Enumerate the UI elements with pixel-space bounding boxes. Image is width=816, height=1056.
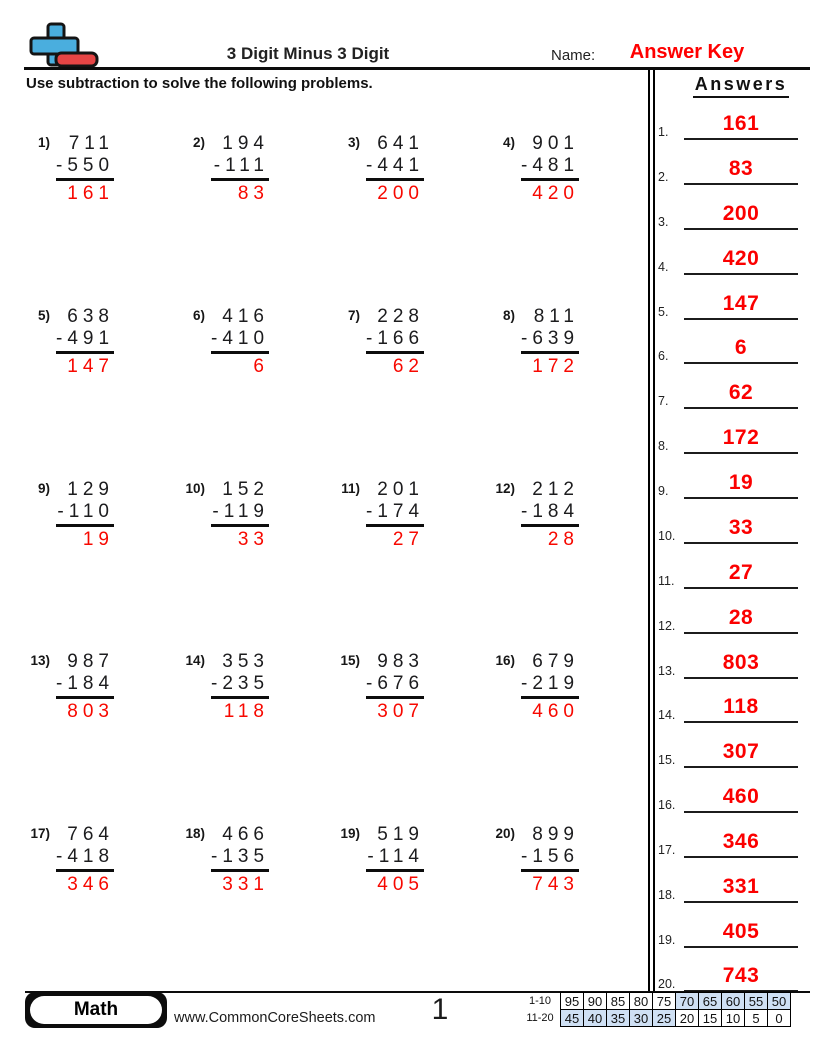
score-cell: 20 — [676, 1010, 699, 1027]
answer-item-16 — [656, 781, 802, 813]
answer-blank-line — [684, 407, 798, 409]
subtrahend: -219 — [521, 673, 580, 694]
problem-stack — [211, 133, 269, 205]
instruction-text: Use subtraction to solve the following problems. — [26, 75, 373, 92]
problem-15 — [334, 651, 424, 723]
problem-stack — [366, 133, 424, 205]
answer-item-1 — [656, 108, 802, 140]
problem-number: 15) — [340, 653, 360, 668]
answer-item-label: 20. — [658, 977, 676, 991]
plus-minus-logo-icon — [29, 22, 101, 69]
answer-item-15 — [656, 736, 802, 768]
score-cell: 45 — [561, 1010, 584, 1027]
problem-5 — [24, 306, 114, 378]
score-cell: 0 — [768, 1010, 791, 1027]
answer-item-14 — [656, 691, 802, 723]
answer-item-value: 307 — [722, 740, 760, 763]
problem-3 — [334, 133, 424, 205]
subtrahend: -111 — [213, 155, 269, 176]
problem-answer: 28 — [547, 529, 579, 550]
problem-number: 11) — [341, 481, 360, 496]
subtrahend: -491 — [56, 328, 115, 349]
score-cell: 50 — [768, 993, 791, 1010]
subtrahend: -550 — [56, 155, 115, 176]
minuend: 641 — [377, 133, 424, 154]
answer-item-label: 4. — [658, 260, 669, 274]
answer-item-11 — [656, 557, 802, 589]
subtrahend: -110 — [57, 501, 114, 522]
answer-item-value: 346 — [722, 830, 760, 853]
minuend: 129 — [67, 479, 114, 500]
answer-blank-line — [684, 452, 798, 454]
problem-number: 1) — [37, 135, 50, 150]
minuend: 811 — [533, 306, 579, 327]
problem-answer: 83 — [237, 183, 269, 204]
answer-blank-line — [684, 677, 798, 679]
answer-item-label: 19. — [658, 933, 676, 947]
answer-blank-line — [684, 318, 798, 320]
subtrahend: -235 — [211, 673, 270, 694]
answer-item-20 — [656, 960, 802, 992]
answer-line — [211, 351, 269, 354]
problem-answer: 62 — [392, 356, 424, 377]
subtrahend: -135 — [211, 846, 270, 867]
minuend: 466 — [222, 824, 269, 845]
problem-stack — [521, 306, 579, 378]
answer-blank-line — [684, 946, 798, 948]
subtrahend: -184 — [521, 501, 580, 522]
problem-13 — [24, 651, 114, 723]
score-cell: 70 — [676, 993, 699, 1010]
answer-item-label: 13. — [658, 664, 676, 678]
answer-item-label: 6. — [658, 349, 669, 363]
answer-item-4 — [656, 243, 802, 275]
answer-item-label: 18. — [658, 888, 676, 902]
answer-line — [521, 869, 579, 872]
problem-16 — [489, 651, 579, 723]
problem-stack — [366, 824, 424, 896]
header-divider — [24, 67, 810, 70]
grading-row-1-10 — [520, 993, 791, 1010]
minuend: 228 — [377, 306, 424, 327]
answer-item-value: 33 — [728, 516, 754, 539]
problem-number: 19) — [340, 826, 360, 841]
answer-line — [211, 696, 269, 699]
problem-number: 20) — [495, 826, 515, 841]
answer-line — [366, 351, 424, 354]
answer-item-17 — [656, 826, 802, 858]
grading-row-label: 11-20 — [526, 1012, 554, 1024]
grading-table — [520, 992, 791, 1027]
answer-item-10 — [656, 512, 802, 544]
answer-item-5 — [656, 288, 802, 320]
answer-item-18 — [656, 871, 802, 903]
problem-answer: 803 — [67, 701, 114, 722]
answer-item-value: 118 — [723, 695, 759, 718]
answer-item-2 — [656, 153, 802, 185]
problem-20 — [489, 824, 579, 896]
grading-row-label: 1-10 — [528, 995, 552, 1007]
subtrahend: -166 — [366, 328, 425, 349]
answer-item-8 — [656, 422, 802, 454]
minuend: 983 — [377, 651, 424, 672]
answer-item-label: 8. — [658, 439, 669, 453]
answer-line — [366, 524, 424, 527]
answer-line — [56, 696, 114, 699]
problem-number: 18) — [185, 826, 205, 841]
answer-blank-line — [684, 362, 798, 364]
problem-stack — [56, 824, 114, 896]
problem-number: 14) — [185, 653, 205, 668]
problem-stack — [211, 306, 269, 378]
score-cell: 35 — [607, 1010, 630, 1027]
answer-blank-line — [684, 497, 798, 499]
problem-9 — [24, 479, 114, 551]
problem-number: 8) — [502, 308, 515, 323]
problem-number: 5) — [37, 308, 50, 323]
minuend: 899 — [532, 824, 579, 845]
problem-answer: 331 — [222, 874, 269, 895]
answer-item-value: 6 — [734, 336, 748, 359]
answer-item-value: 147 — [722, 292, 760, 315]
answer-item-value: 62 — [728, 381, 754, 404]
problem-answer: 27 — [392, 529, 424, 550]
math-badge-label: Math — [73, 999, 119, 1020]
answer-blank-line — [684, 811, 798, 813]
problem-stack — [521, 824, 579, 896]
problem-stack — [56, 133, 114, 205]
answer-blank-line — [684, 632, 798, 634]
subtrahend: -676 — [366, 673, 425, 694]
problem-number: 6) — [192, 308, 205, 323]
answer-item-value: 460 — [722, 785, 760, 808]
problem-answer: 6 — [253, 356, 269, 377]
answers-header-text: Answers — [693, 74, 790, 98]
problem-answer: 460 — [532, 701, 579, 722]
answer-item-label: 10. — [658, 529, 676, 543]
score-cell: 65 — [699, 993, 722, 1010]
score-cell: 5 — [745, 1010, 768, 1027]
problem-6 — [179, 306, 269, 378]
answer-item-value: 28 — [728, 606, 754, 629]
answer-item-value: 19 — [728, 471, 754, 494]
answer-item-value: 172 — [722, 426, 760, 449]
answer-item-label: 15. — [658, 753, 676, 767]
problem-stack — [211, 651, 269, 723]
minuend: 638 — [67, 306, 114, 327]
minuend: 679 — [532, 651, 579, 672]
problem-answer: 346 — [67, 874, 114, 895]
score-cell: 55 — [745, 993, 768, 1010]
answer-key-label: Answer Key — [629, 41, 745, 63]
problem-7 — [334, 306, 424, 378]
answer-line — [521, 696, 579, 699]
problem-answer: 161 — [67, 183, 114, 204]
score-cell: 40 — [584, 1010, 607, 1027]
problem-stack — [366, 479, 424, 551]
score-cell: 30 — [630, 1010, 653, 1027]
answer-item-9 — [656, 467, 802, 499]
sidebar-divider — [648, 70, 655, 991]
name-label: Name: — [551, 47, 596, 64]
score-cell: 75 — [653, 993, 676, 1010]
problem-11 — [334, 479, 424, 551]
problem-18 — [179, 824, 269, 896]
problem-stack — [56, 651, 114, 723]
answer-blank-line — [684, 542, 798, 544]
answer-blank-line — [684, 721, 798, 723]
problem-2 — [179, 133, 269, 205]
answer-line — [56, 351, 114, 354]
answer-item-value: 83 — [728, 157, 754, 180]
problem-answer: 33 — [237, 529, 269, 550]
subtrahend: -174 — [366, 501, 425, 522]
subtrahend: -418 — [56, 846, 115, 867]
problem-number: 7) — [347, 308, 360, 323]
problem-stack — [56, 479, 114, 551]
answer-line — [56, 178, 114, 181]
answer-item-label: 17. — [658, 843, 676, 857]
grading-row-11-20 — [520, 1010, 791, 1027]
problem-8 — [489, 306, 579, 378]
problem-number: 2) — [192, 135, 205, 150]
minuend: 152 — [222, 479, 269, 500]
problem-1 — [24, 133, 114, 205]
answer-item-3 — [656, 198, 802, 230]
answer-item-label: 12. — [658, 619, 676, 633]
answer-line — [56, 869, 114, 872]
score-cell: 15 — [699, 1010, 722, 1027]
answer-blank-line — [684, 138, 798, 140]
subtrahend: -114 — [367, 846, 424, 867]
minuend: 711 — [68, 133, 114, 154]
answer-item-label: 7. — [658, 394, 669, 408]
score-cell: 10 — [722, 1010, 745, 1027]
problem-14 — [179, 651, 269, 723]
problem-4 — [489, 133, 579, 205]
subtrahend: -184 — [56, 673, 115, 694]
page-number: 1 — [431, 993, 449, 1026]
math-badge — [25, 992, 167, 1028]
problem-stack — [56, 306, 114, 378]
answer-line — [521, 524, 579, 527]
problem-number: 9) — [37, 481, 50, 496]
problem-number: 10) — [185, 481, 205, 496]
minuend: 353 — [222, 651, 269, 672]
minuend: 987 — [67, 651, 114, 672]
answer-item-value: 803 — [722, 651, 760, 674]
minuend: 519 — [377, 824, 424, 845]
answer-line — [366, 696, 424, 699]
problem-answer: 420 — [532, 183, 579, 204]
answer-line — [56, 524, 114, 527]
answer-item-label: 9. — [658, 484, 669, 498]
subtrahend: -481 — [521, 155, 580, 176]
score-cell: 95 — [561, 993, 584, 1010]
answer-line — [211, 869, 269, 872]
answer-item-value: 161 — [722, 112, 760, 135]
answer-line — [211, 178, 269, 181]
problem-number: 4) — [502, 135, 515, 150]
problem-answer: 743 — [532, 874, 579, 895]
problem-stack — [211, 824, 269, 896]
answer-line — [211, 524, 269, 527]
minuend: 764 — [67, 824, 114, 845]
problem-answer: 172 — [532, 356, 579, 377]
score-cell: 25 — [653, 1010, 676, 1027]
answer-item-label: 14. — [658, 708, 676, 722]
minuend: 212 — [532, 479, 579, 500]
answer-blank-line — [684, 766, 798, 768]
score-cell: 90 — [584, 993, 607, 1010]
answer-blank-line — [684, 856, 798, 858]
answer-item-label: 16. — [658, 798, 676, 812]
answer-item-value: 331 — [722, 875, 760, 898]
problem-stack — [366, 651, 424, 723]
problem-number: 17) — [30, 826, 50, 841]
problem-number: 12) — [495, 481, 515, 496]
problem-answer: 147 — [67, 356, 114, 377]
answer-item-value: 405 — [722, 920, 760, 943]
subtrahend: -156 — [521, 846, 580, 867]
answer-item-value: 420 — [722, 247, 760, 270]
score-cell: 85 — [607, 993, 630, 1010]
subtrahend: -119 — [212, 501, 269, 522]
score-cell: 60 — [722, 993, 745, 1010]
answer-line — [521, 178, 579, 181]
problem-answer: 307 — [377, 701, 424, 722]
problem-stack — [521, 479, 579, 551]
website-link: www.CommonCoreSheets.com — [174, 1010, 376, 1026]
answer-item-value: 27 — [728, 561, 754, 584]
answer-item-19 — [656, 916, 802, 948]
problem-stack — [366, 306, 424, 378]
answer-item-value: 200 — [722, 202, 760, 225]
minuend: 901 — [532, 133, 579, 154]
answer-line — [366, 178, 424, 181]
problem-answer: 405 — [377, 874, 424, 895]
answer-item-12 — [656, 602, 802, 634]
answers-header — [666, 74, 816, 98]
page-title: 3 Digit Minus 3 Digit — [226, 44, 390, 63]
problem-number: 16) — [495, 653, 515, 668]
problem-stack — [211, 479, 269, 551]
problem-number: 3) — [347, 135, 360, 150]
problem-19 — [334, 824, 424, 896]
problem-stack — [521, 133, 579, 205]
answer-line — [521, 351, 579, 354]
subtrahend: -639 — [521, 328, 580, 349]
math-badge-inner — [30, 996, 162, 1024]
answer-item-label: 5. — [658, 305, 669, 319]
answer-item-6 — [656, 332, 802, 364]
answer-item-label: 11. — [658, 574, 675, 588]
problem-answer: 19 — [82, 529, 114, 550]
answer-line — [366, 869, 424, 872]
problem-12 — [489, 479, 579, 551]
problem-10 — [179, 479, 269, 551]
answer-blank-line — [684, 183, 798, 185]
answer-blank-line — [684, 587, 798, 589]
problem-stack — [521, 651, 579, 723]
problem-answer: 118 — [223, 701, 269, 722]
answer-item-value: 743 — [722, 964, 760, 987]
minuend: 416 — [222, 306, 269, 327]
subtrahend: -441 — [366, 155, 425, 176]
subtrahend: -410 — [211, 328, 270, 349]
answer-item-13 — [656, 647, 802, 679]
answer-blank-line — [684, 228, 798, 230]
answer-blank-line — [684, 273, 798, 275]
answer-blank-line — [684, 901, 798, 903]
problem-17 — [24, 824, 114, 896]
minuend: 194 — [222, 133, 269, 154]
problem-answer: 200 — [377, 183, 424, 204]
score-cell: 80 — [630, 993, 653, 1010]
minuend: 201 — [377, 479, 424, 500]
answer-item-label: 1. — [658, 125, 669, 139]
answer-item-7 — [656, 377, 802, 409]
answer-item-label: 3. — [658, 215, 669, 229]
problem-number: 13) — [30, 653, 50, 668]
answer-item-label: 2. — [658, 170, 669, 184]
